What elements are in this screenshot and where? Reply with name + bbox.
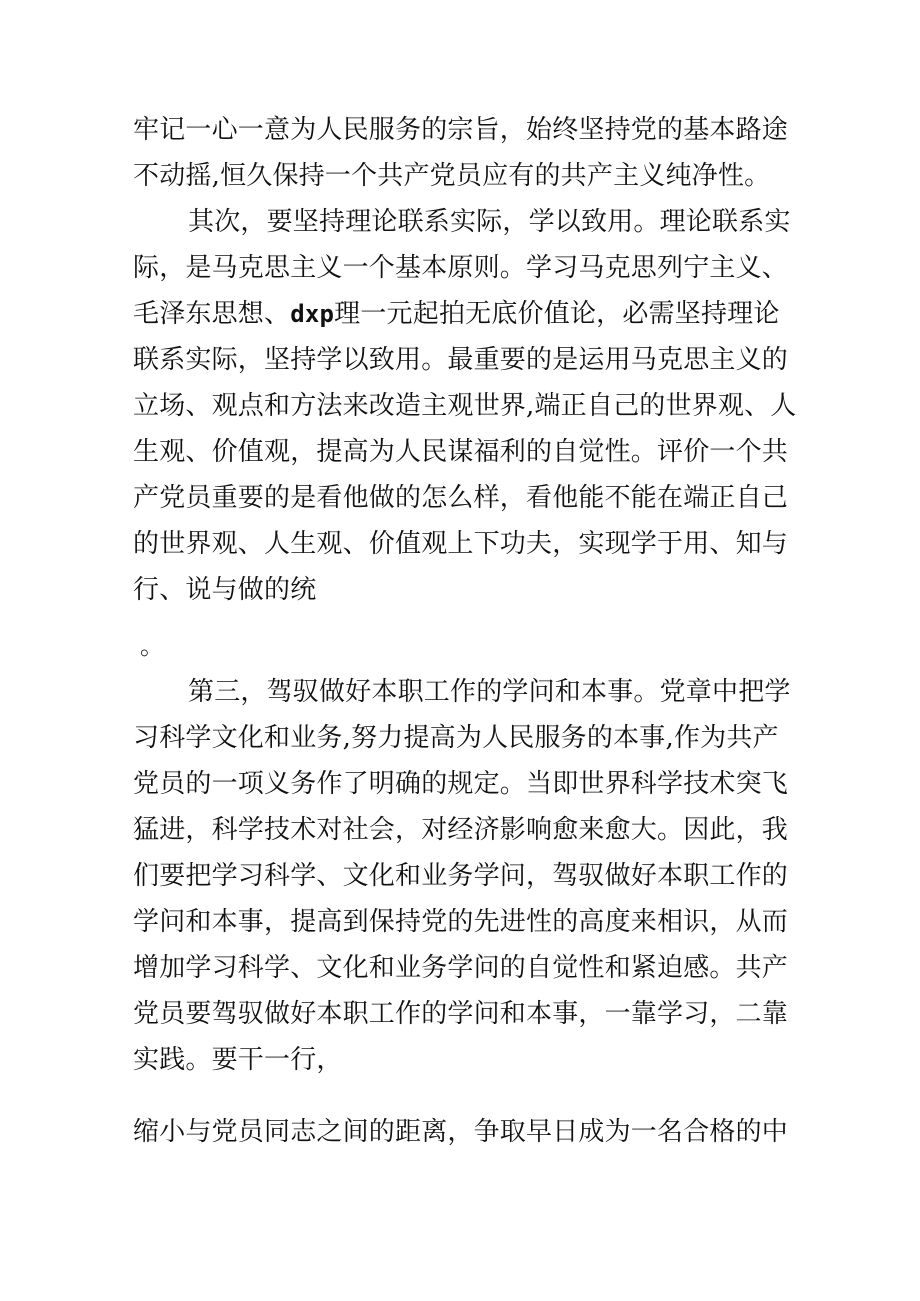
text-line: 行、说与做的统	[133, 575, 317, 605]
text-line: 学问和本事，提高到保持党的先进性的高度来相识，从而	[133, 907, 789, 937]
text-line: 党员要驾驭做好本职工作的学问和本事，一靠学习，二靠	[133, 999, 789, 1029]
bold-abbreviation: dxp	[290, 300, 335, 328]
text-segment: 毛泽东思想、	[133, 299, 291, 329]
text-line: 增加学习科学、文化和业务学问的自觉性和紧迫感。共产	[133, 953, 789, 983]
text-line: 们要把学习科学、文化和业务学问，驾驭做好本职工作的	[133, 861, 789, 891]
text-line: 习科学文化和业务,努力提高为人民服务的本事,作为共产	[133, 723, 779, 753]
text-line: 的世界观、人生观、价值观上下功夫，实现学于用、知与	[133, 529, 789, 559]
text-line: 缩小与党员同志之间的距离，争取早日成为一名合格的中	[133, 1117, 789, 1147]
text-line: 际，是马克思主义一个基本原则。学习马克思列宁主义、	[133, 253, 789, 283]
text-line: 实践。要干一行，	[133, 1045, 343, 1075]
text-line: 党员的一项义务作了明确的规定。当即世界科学技术突飞	[133, 769, 789, 799]
text-line-mixed	[133, 298, 793, 330]
text-line: 生观、价值观，提高为人民谋福利的自觉性。评价一个共	[133, 437, 789, 467]
text-line: 猛进，科学技术对社会，对经济影响愈来愈大。因此，我	[133, 815, 789, 845]
text-line: 立场、观点和方法来改造主观世界,端正自己的世界观、人	[133, 391, 797, 421]
text-line: 联系实际，坚持学以致用。最重要的是运用马克思主义的	[133, 345, 789, 375]
paragraph-start-line: 第三，驾驭做好本职工作的学问和本事。党章中把学	[188, 677, 791, 707]
text-line: 产党员重要的是看他做的怎么样，看他能不能在端正自己	[133, 483, 789, 513]
text-line: 不动摇,恒久保持一个共产党员应有的共产主义纯净性。	[133, 161, 771, 191]
text-segment: 理一元起拍无底价值论，必需坚持理论	[334, 299, 780, 329]
period-mark: 。	[140, 632, 165, 660]
paragraph-start-line: 其次，要坚持理论联系实际，学以致用。理论联系实	[188, 207, 791, 237]
text-line: 牢记一心一意为人民服务的宗旨，始终坚持党的基本路途	[133, 115, 789, 145]
